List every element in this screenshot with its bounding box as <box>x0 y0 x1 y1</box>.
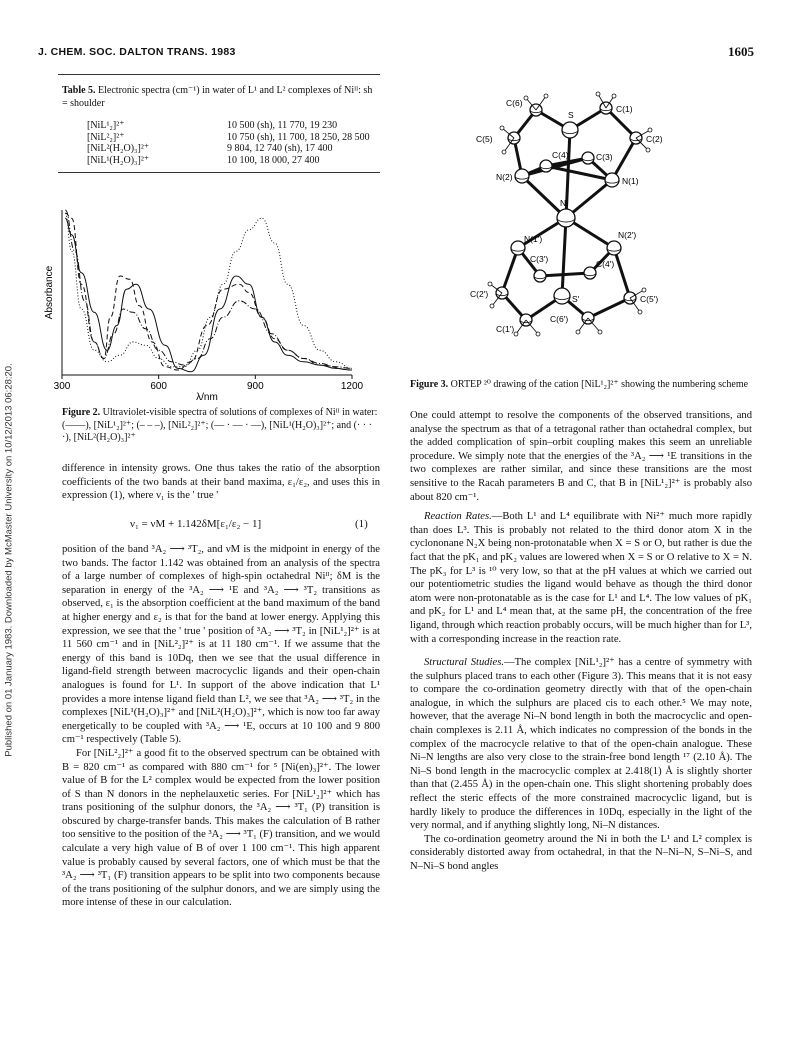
hydrogen-atom <box>638 310 642 314</box>
atom-label: Ni <box>560 198 569 208</box>
spectra-plot <box>40 200 390 400</box>
bond <box>614 248 630 298</box>
atom-ellipsoid <box>540 160 552 172</box>
bond <box>588 298 630 318</box>
table-cell-complex: [NiL²₂]²⁺ <box>87 131 125 143</box>
atom-ellipsoid <box>582 152 594 164</box>
table-row <box>87 155 370 167</box>
x-tick-label: 900 <box>246 381 264 392</box>
atom-ellipsoid <box>557 209 575 227</box>
table-cell-bands: 10 100, 18 000, 27 400 <box>227 154 320 166</box>
bond <box>540 273 590 276</box>
atom-label: N(2) <box>496 172 513 182</box>
hydrogen-atom <box>596 92 600 96</box>
download-watermark <box>0 0 18 1055</box>
figure3-caption-text: ORTEP ²⁰ drawing of the cation [NiL¹₂]²⁺ showing the numbering scheme <box>450 379 749 390</box>
hydrogen-atom <box>500 126 504 130</box>
paragraph: One could attempt to resolve the components of the observed transitions, and analyse the spectrum as that of a tetragonal rather than octahedral complex, but the added complication of spin–orbit coupling makes this seem an unreliable procedure. We simply note that the energies of the ³A₂ ⟶ ¹E transitions in the two complexes are rather similar, and since these transitions are the most sensitive to the Racah parameters B and C, that B in [NiL¹₂]²⁺ is probably also about 820 cm⁻¹. <box>410 410 752 503</box>
table-cell-complex: [NiL²(H₂O)₃]²⁺ <box>87 143 150 154</box>
left-column-continued <box>62 543 380 910</box>
table-row <box>87 143 370 155</box>
bond <box>562 218 566 296</box>
atom-ellipsoid <box>515 169 529 183</box>
atom-label: C(5') <box>640 294 659 304</box>
table5-caption <box>62 85 378 110</box>
x-tick-label: 600 <box>150 381 168 392</box>
paragraph: difference in intensity grows. One thus takes the ratio of the absorption coefficients of the two bands at their band maxima, ε₁/ε₂, and uses this in expression (1), where ν₁ is the ' true ' <box>62 463 380 502</box>
equation-number: (1) <box>355 518 368 530</box>
figure3-label: Figure 3. <box>410 379 449 390</box>
figure3-ortep-drawing <box>418 68 748 373</box>
atom-label: N(1) <box>622 176 639 186</box>
atom-ellipsoid <box>534 270 546 282</box>
atom-ellipsoid <box>554 288 570 304</box>
table-bottom-rule <box>58 172 380 173</box>
table-cell-complex: [NiL¹(H₂O)₃]²⁺ <box>87 154 150 166</box>
atom-ellipsoid <box>562 122 578 138</box>
right-column <box>410 409 752 874</box>
paragraph-text: —Both L¹ and L⁴ equilibrate with Ni²⁺ much more rapidly than does L³. This is probably not related to the third donor atom X in the cyclononane N₂X being non-protonatable when X = S or O, but rather is due the fact that the pK₁ and pK₂ values are lowered when X = S or O relative to X = N. The pK₃ for L³ is ¹⁰ very low, so that at the pH values at which we carried out our potentiometric studies the ligand would behave as though the third donor atom were non-protonatable as is the case for L¹ and L⁴. The low values of pK₁ and pK₂ for L¹ and L⁴ mean that, at the same pH, the concentration of the free ligand, through which reaction probably occurs, will be much higher than for L³, with a corresponding increase in the reaction rate. <box>410 511 752 645</box>
atom-label: C(4') <box>596 259 615 269</box>
table-top-rule <box>58 74 380 75</box>
atom-ellipsoid <box>605 173 619 187</box>
running-head: J. CHEM. SOC. DALTON TRANS. 1983 <box>38 46 236 58</box>
paragraph-text: —The complex [NiL¹₂]²⁺ has a centre of symmetry with the sulphurs placed trans to each other (Figure 3). This means that it is not easy to compare the co-ordination geometry directly with that of the open-chain analogue, in which the sulphurs are placed cis to each other.⁵ We may note, however, that the average Ni–N bond length in both the macrocyclic and open-chain complexes is 2.11 Å, which indicates no compression of the bonds in the complex of the macrocycle relative to that of the open-chain analogue. These Ni–N lengths are also very close to the strain-free bond length ¹⁷ (2.10 Å). The Ni–S bond length in the macrocyclic complex at 2.418(1) Å is slightly shorter than that (2.455 Å) in the open-chain one. This slight shortening probably does reflect the steric effects of the more constrained macrocyclic ligand, but is hardly likely to produce the differences in 10Dq, especially in the light of the very normal, and if anything slightly long, Ni–N distances. <box>410 657 752 832</box>
figure2-caption <box>62 407 380 445</box>
section-head: Structural Studies. <box>424 657 504 669</box>
atom-label: C(2') <box>470 289 489 299</box>
figure2-label: Figure 2. <box>62 407 101 418</box>
figure2-caption-text: Ultraviolet-visible spectra of solutions of complexes of Niᴵᴵ in water: (——), [NiL¹₂]²⁺; (– – –), [NiL²₂]²⁺; (— · — · —), [NiL¹(H₂O)₃]²⁺; and (· · · ·), [NiL²(H₂O)₃]²⁺ <box>62 407 378 443</box>
table-cell-bands: 10 500 (sh), 11 770, 19 230 <box>227 120 338 131</box>
paragraph-reaction-rates <box>410 510 752 646</box>
paragraph: position of the band ³A₂ ⟶ ³T₂, and νM is the midpoint in energy of the two bands. The factor 1.142 was obtained from an analysis of the spectra of a large number of complexes of high-spin octahedral Niᴵᴵ; δM is the separation in energy of the ³A₂ ⟶ ¹E and ³A₂ ⟶ ³T₂ transitions as observed, ε₁ is the absorption coefficient at the band maximum of the band at higher energy and ε₂ is that for the band at lower energy. Applying this expression, we see that the ' true ' position of ³A₂ ⟶ ³T₂ in [NiL¹₂]²⁺ is at 11 560 cm⁻¹ and in [NiL²₂]²⁺ is at 11 180 cm⁻¹. If we assume that the energy of this band is 10Dq, then we see that the usual difference in ligand-field strength between macrocyclic ligands and their open-chain analogues is found for L¹. In support of the above indication that L¹ provides a more intense ligand field than L², we see that ³A₂ ⟶ ³T₂ in the complexes [NiL¹(H₂O)₃]²⁺ and [NiL²(H₂O)₃]²⁺, which is now too far away energetically to be coupled with ³A₂ ⟶ ¹E, occurs at 10 100 and 9 800 cm⁻¹ respectively (Table 5). <box>62 544 380 746</box>
left-column <box>62 462 380 503</box>
section-head: Reaction Rates. <box>424 511 492 523</box>
hydrogen-atom <box>642 288 646 292</box>
atom-label: C(6') <box>550 314 569 324</box>
table5-body <box>87 120 370 166</box>
y-axis-label: Absorbance <box>44 265 55 320</box>
hydrogen-atom <box>612 94 616 98</box>
hydrogen-atom <box>648 128 652 132</box>
hydrogen-atom <box>544 94 548 98</box>
table-row <box>87 120 370 132</box>
atom-label: C(1) <box>616 104 633 114</box>
atom-label: C(1') <box>496 324 515 334</box>
hydrogen-atom <box>488 282 492 286</box>
equation-1: ν₁ = νM + 1.142δM[ε₁/ε₂ − 1] <box>130 518 262 530</box>
paragraph: The co-ordination geometry around the Ni in both the L¹ and L² complex is considerably distorted away from octahedral, in that the N–Ni–N, S–Ni–S, and N–Ni–S bond angles <box>410 833 752 872</box>
hydrogen-atom <box>490 304 494 308</box>
atom-label: C(6) <box>506 98 523 108</box>
table-cell-bands: 10 750 (sh), 11 700, 18 250, 28 500 <box>227 131 370 143</box>
x-axis-label: λ/nm <box>196 392 218 400</box>
series-line-dash-dot <box>65 210 352 368</box>
download-watermark-text: Published on 01 January 1983. Downloaded by McMaster University on 10/12/2013 06:28:20. <box>3 363 15 757</box>
table5-label: Table 5. <box>62 85 96 96</box>
atom-label: N(1') <box>524 234 543 244</box>
x-tick-label: 300 <box>53 381 71 392</box>
hydrogen-atom <box>536 332 540 336</box>
figure2-chart <box>40 200 390 400</box>
hydrogen-atom <box>646 148 650 152</box>
atom-label: C(3) <box>596 152 613 162</box>
atom-label: N(2') <box>618 230 637 240</box>
figure3-caption <box>410 379 752 392</box>
paragraph-structural-studies <box>410 656 752 833</box>
table-cell-bands: 9 804, 12 740 (sh), 17 400 <box>227 143 333 154</box>
hydrogen-atom <box>502 150 506 154</box>
hydrogen-atom <box>576 330 580 334</box>
atom-ellipsoid <box>511 241 525 255</box>
hydrogen-atom <box>524 96 528 100</box>
atom-label: C(4) <box>552 150 569 160</box>
atom-label: C(2) <box>646 134 663 144</box>
table5-caption-text: Electronic spectra (cm⁻¹) in water of L¹ and L² complexes of Niᴵᴵ: sh = shoulder <box>62 85 373 109</box>
atom-label: S' <box>572 294 580 304</box>
atom-label: S <box>568 110 574 120</box>
paragraph: For [NiL²₂]²⁺ a good fit to the observed spectrum can be obtained with B = 820 cm⁻¹ as compared with 880 cm⁻¹ for ⁵ [Ni(en)₃]²⁺. The lower value of B for the L² complex would be expected from the lower position of S than N donors in the nephelauxetic series. For [NiL¹₂]²⁺ which has trans positioning of the sulphur donors, the ³A₂ ⟶ ³T₁ (P) transition is obscured by charge-transfer bands. This makes the calculation of B rather too sensitive to the position of the ³A₂ ⟶ ³T₁ (F) transition, and we would calculate a very high value of B of over 1 100 cm⁻¹. This high apparent value is probably caused by several factors, one of which must be that the ³A₂ ⟶ ³T₁ (F) transition appears to be split into two components because of the trans positioning of the sulphur donors, and we are simply using the more intense of these in our calculation. <box>62 747 380 909</box>
table-cell-complex: [NiL¹₂]²⁺ <box>87 120 125 131</box>
atom-ellipsoid <box>584 267 596 279</box>
table-row <box>87 132 370 144</box>
atom-label: C(3') <box>530 254 549 264</box>
hydrogen-atom <box>514 332 518 336</box>
hydrogen-atom <box>598 330 602 334</box>
x-tick-label: 1200 <box>340 381 364 392</box>
atom-ellipsoid <box>607 241 621 255</box>
bond <box>546 166 612 180</box>
ortep-molecule <box>418 68 748 373</box>
page-number: 1605 <box>728 44 754 59</box>
atom-label: C(5) <box>476 134 493 144</box>
